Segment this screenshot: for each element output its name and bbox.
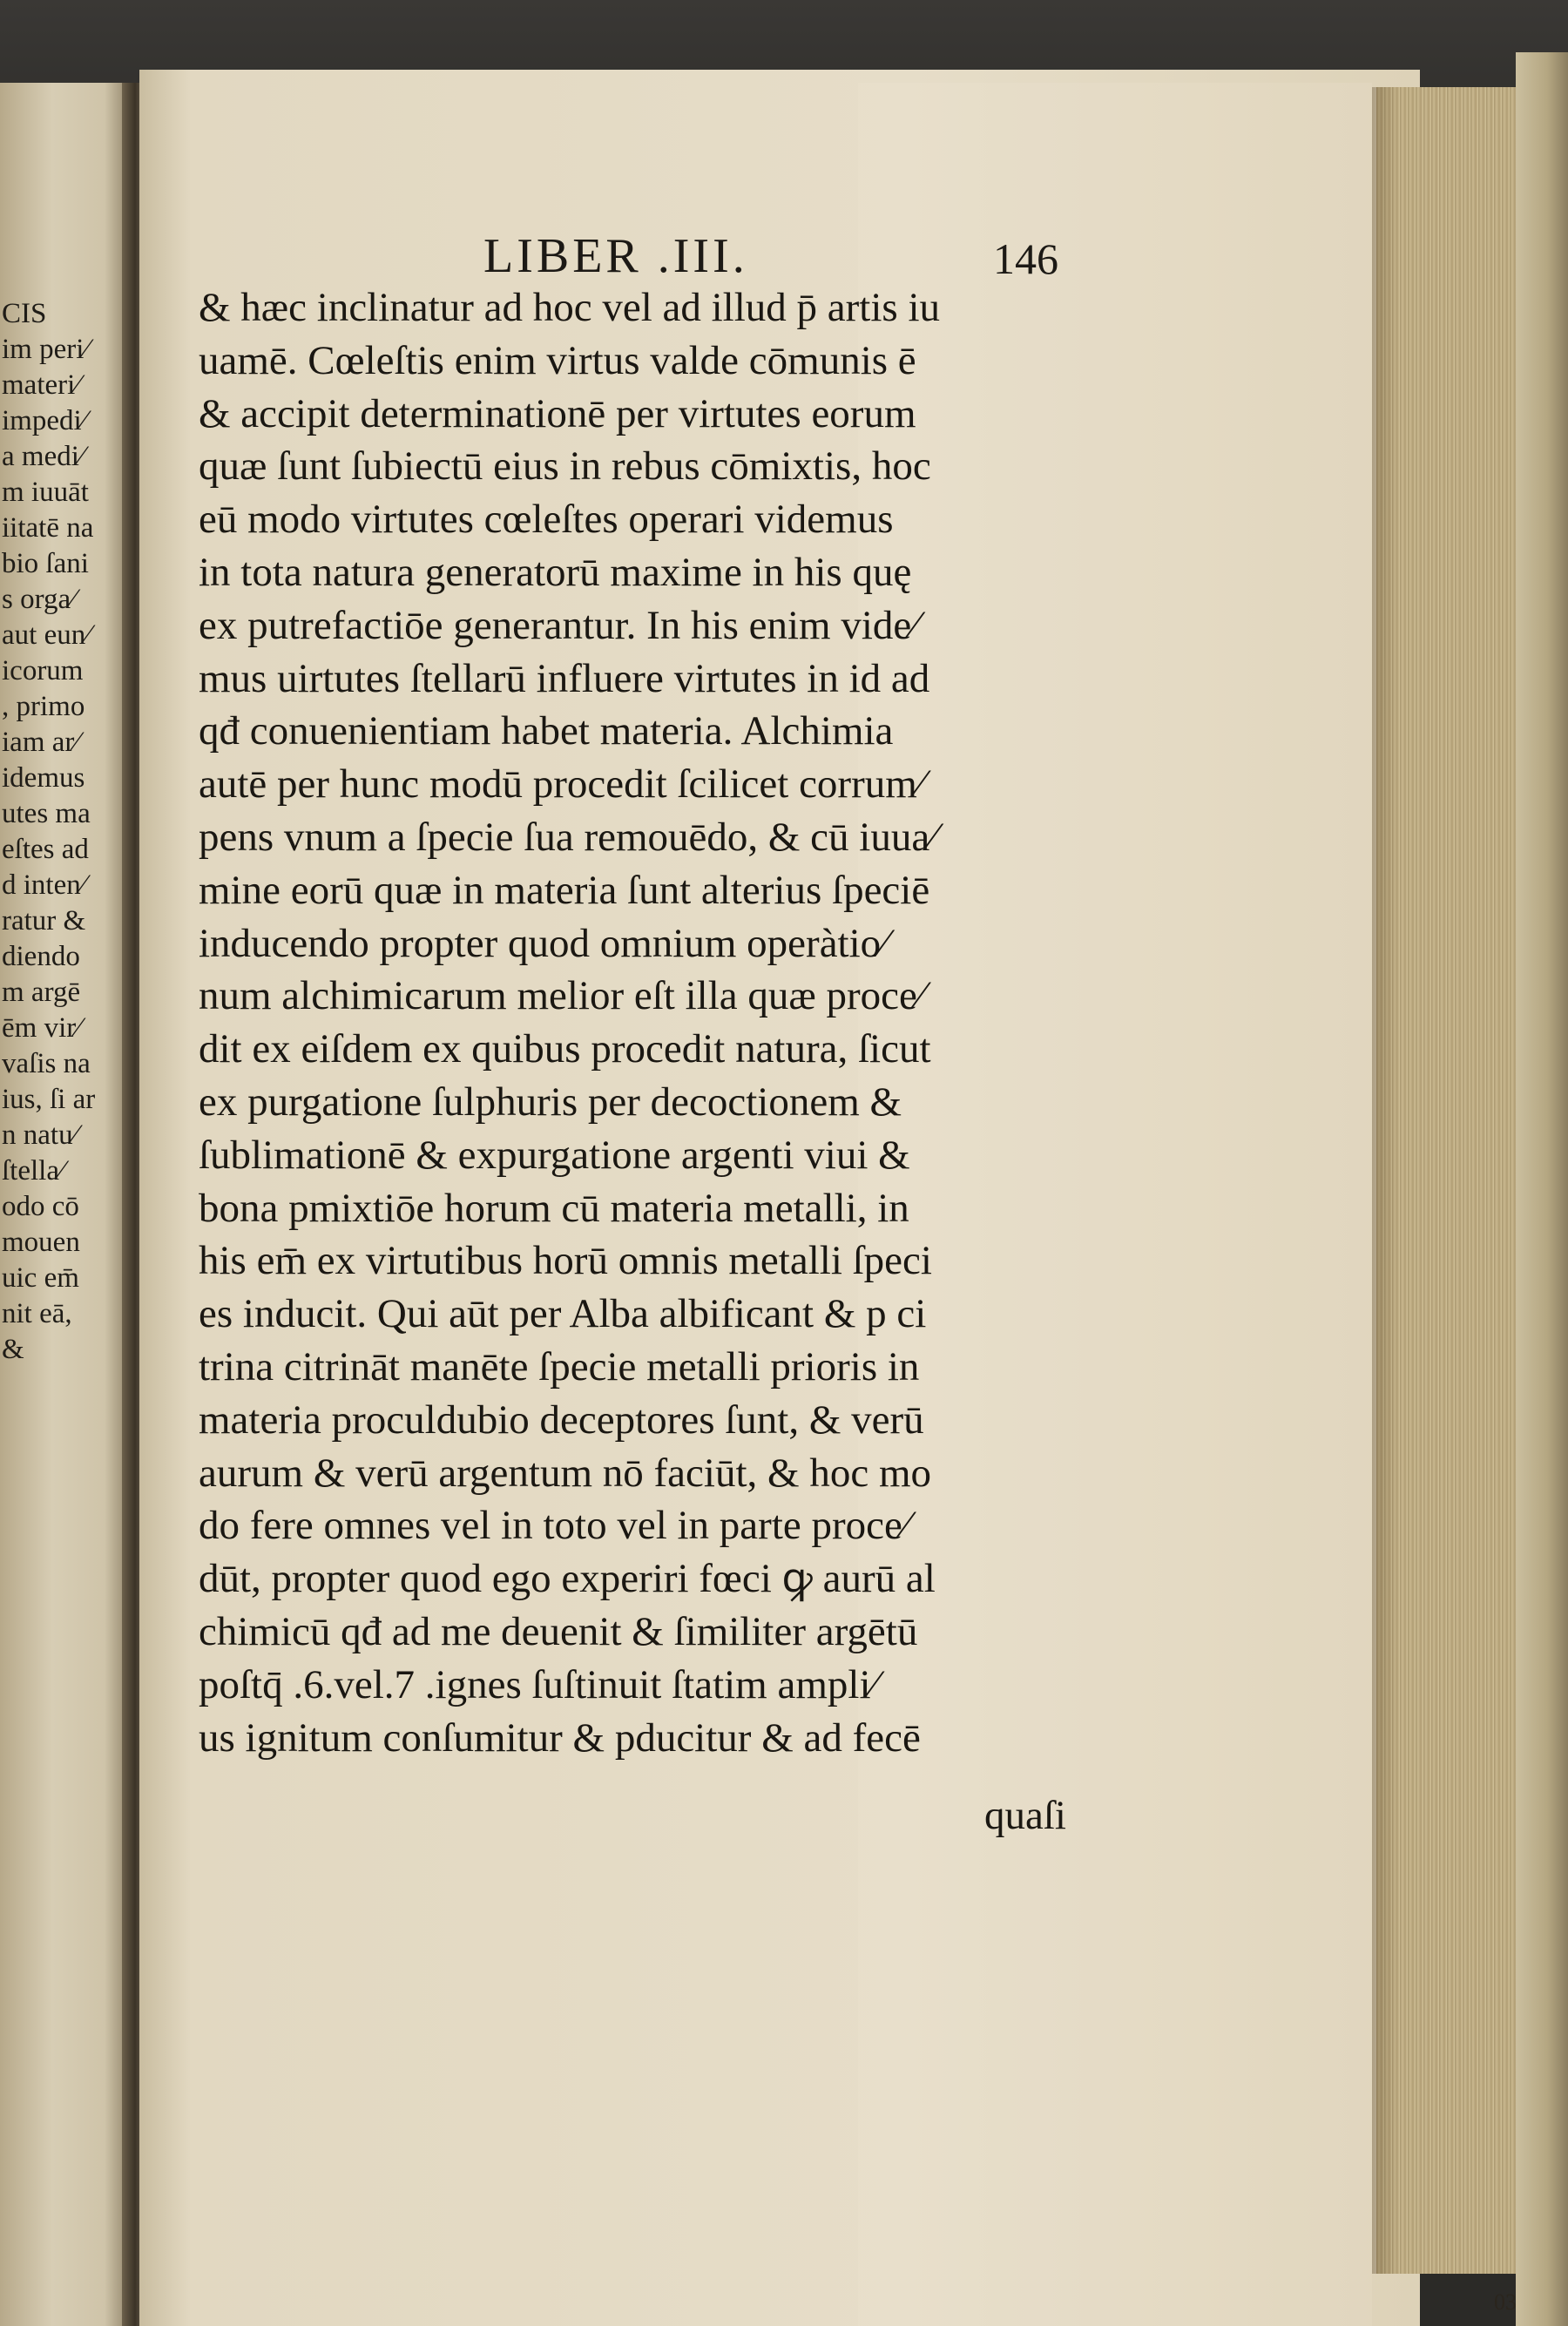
facing-page-text	[0, 296, 131, 1368]
facing-page-line: iitatē na	[2, 512, 94, 544]
facing-page-line: d inten⁄	[2, 869, 86, 901]
facing-page-line: ſtella⁄	[2, 1155, 64, 1187]
facing-page-line: eſtes ad	[2, 834, 89, 865]
text-line: autē per hunc modū procedit ſcilicet corrum⁄	[199, 761, 924, 808]
text-line: dūt, propter quod ego experiri fœci ꝙ aurū al	[199, 1556, 936, 1602]
facing-page	[0, 83, 131, 2326]
text-line: pens vnum a ſpecie ſua remouēdo, & cū iuua⁄	[199, 814, 937, 860]
shelf-mark: 03	[1494, 2289, 1517, 2315]
running-head: LIBER .III.	[483, 229, 748, 283]
facing-page-line: diendo	[2, 941, 80, 972]
facing-page-line: CIS	[2, 298, 47, 329]
facing-page-line: vaſis na	[2, 1048, 91, 1079]
text-line: eū modo virtutes cœleſtes operari videmus	[199, 497, 894, 543]
text-line: ex purgatione ſulphuris per decoctionem &	[199, 1078, 902, 1125]
text-line: poſtq̄ .6.vel.7 .ignes ſuſtinuit ſtatim ampli⁄	[199, 1661, 878, 1707]
text-line: in tota natura generatorū maxime in his quę	[199, 549, 912, 595]
text-line: trina citrināt manēte ſpecie metalli prioris in	[199, 1343, 920, 1390]
facing-page-line: , primo	[2, 691, 85, 722]
facing-page-line: bio ſani	[2, 548, 89, 579]
facing-page-line: a medi⁄	[2, 441, 84, 472]
text-line: us ignitum conſumitur & pducitur & ad fecē	[199, 1714, 921, 1761]
facing-page-line: n natu⁄	[2, 1119, 78, 1151]
text-line: ex putrefactiōe generantur. In his enim vide⁄	[199, 602, 919, 648]
facing-page-line: icorum	[2, 655, 84, 686]
facing-page-line: s orga⁄	[2, 584, 76, 615]
book-cover-edge	[1516, 52, 1568, 2326]
facing-page-line: ratur &	[2, 905, 86, 936]
text-line: materia proculdubio deceptores ſunt, & verū	[199, 1396, 924, 1443]
facing-page-line: impedi⁄	[2, 405, 87, 436]
facing-page-line: im peri⁄	[2, 334, 89, 365]
text-line: num alchimicarum melior eſt illa quæ proce⁄	[199, 973, 924, 1019]
facing-page-line: aut eun⁄	[2, 619, 91, 651]
facing-page-line: m iuuāt	[2, 477, 89, 508]
text-line: & accipit determinationē per virtutes eorum	[199, 390, 916, 436]
facing-page-line: utes ma	[2, 798, 91, 829]
facing-page-line: ius, ſi ar	[2, 1084, 96, 1115]
facing-page-line: nit eā,	[2, 1298, 72, 1329]
facing-page-line: mouen	[2, 1227, 80, 1258]
text-line: mine eorū quæ in materia ſunt alterius ſpeciē	[199, 867, 930, 913]
facing-page-line: uic em̄	[2, 1262, 79, 1294]
text-line: bona pmixtiōe horum cū materia metalli, in	[199, 1185, 909, 1231]
catchword: quaſi	[984, 1793, 1066, 1838]
folio-number: 146	[993, 234, 1058, 283]
main-text-block	[199, 281, 1105, 1764]
facing-page-line: materi⁄	[2, 369, 80, 401]
facing-page-line: iam ar⁄	[2, 727, 79, 758]
text-line: do fere omnes vel in toto vel in parte proce⁄	[199, 1503, 909, 1549]
text-line: his em̄ ex virtutibus horū omnis metalli ſpeci	[199, 1238, 932, 1284]
text-line: uamē. Cœleſtis enim virtus valde cōmunis ē	[199, 337, 916, 383]
facing-page-line: &	[2, 1334, 24, 1365]
facing-page-line: m argē	[2, 977, 81, 1008]
text-line: & hæc inclinatur ad hoc vel ad illud p̄ artis iu	[199, 285, 941, 330]
text-line: es inducit. Qui aūt per Alba albificant & p ci	[199, 1291, 927, 1337]
text-line: quæ ſunt ſubiectū eius in rebus cōmixtis, hoc	[199, 443, 931, 490]
text-line: aurum & verū argentum nō faciūt, & hoc mo	[199, 1450, 931, 1496]
facing-page-line: idemus	[2, 762, 85, 794]
text-line: inducendo propter quod omnium operàtio⁄	[199, 920, 889, 966]
text-line: ſublimationē & expurgatione argenti viui &	[199, 1132, 910, 1178]
facing-page-line: ēm vir⁄	[2, 1012, 81, 1044]
text-line: qđ conuenientiam habet materia. Alchimia	[199, 708, 894, 754]
text-line: chimicū qđ ad me deuenit & ſimiliter argētū	[199, 1608, 918, 1654]
text-line: dit ex eiſdem ex quibus procedit natura, ſicut	[199, 1026, 931, 1072]
facing-page-line: odo cō	[2, 1191, 79, 1222]
page-edge-shadow	[1372, 87, 1398, 2274]
text-line: mus uirtutes ſtellarū influere virtutes in id ad	[199, 655, 930, 701]
